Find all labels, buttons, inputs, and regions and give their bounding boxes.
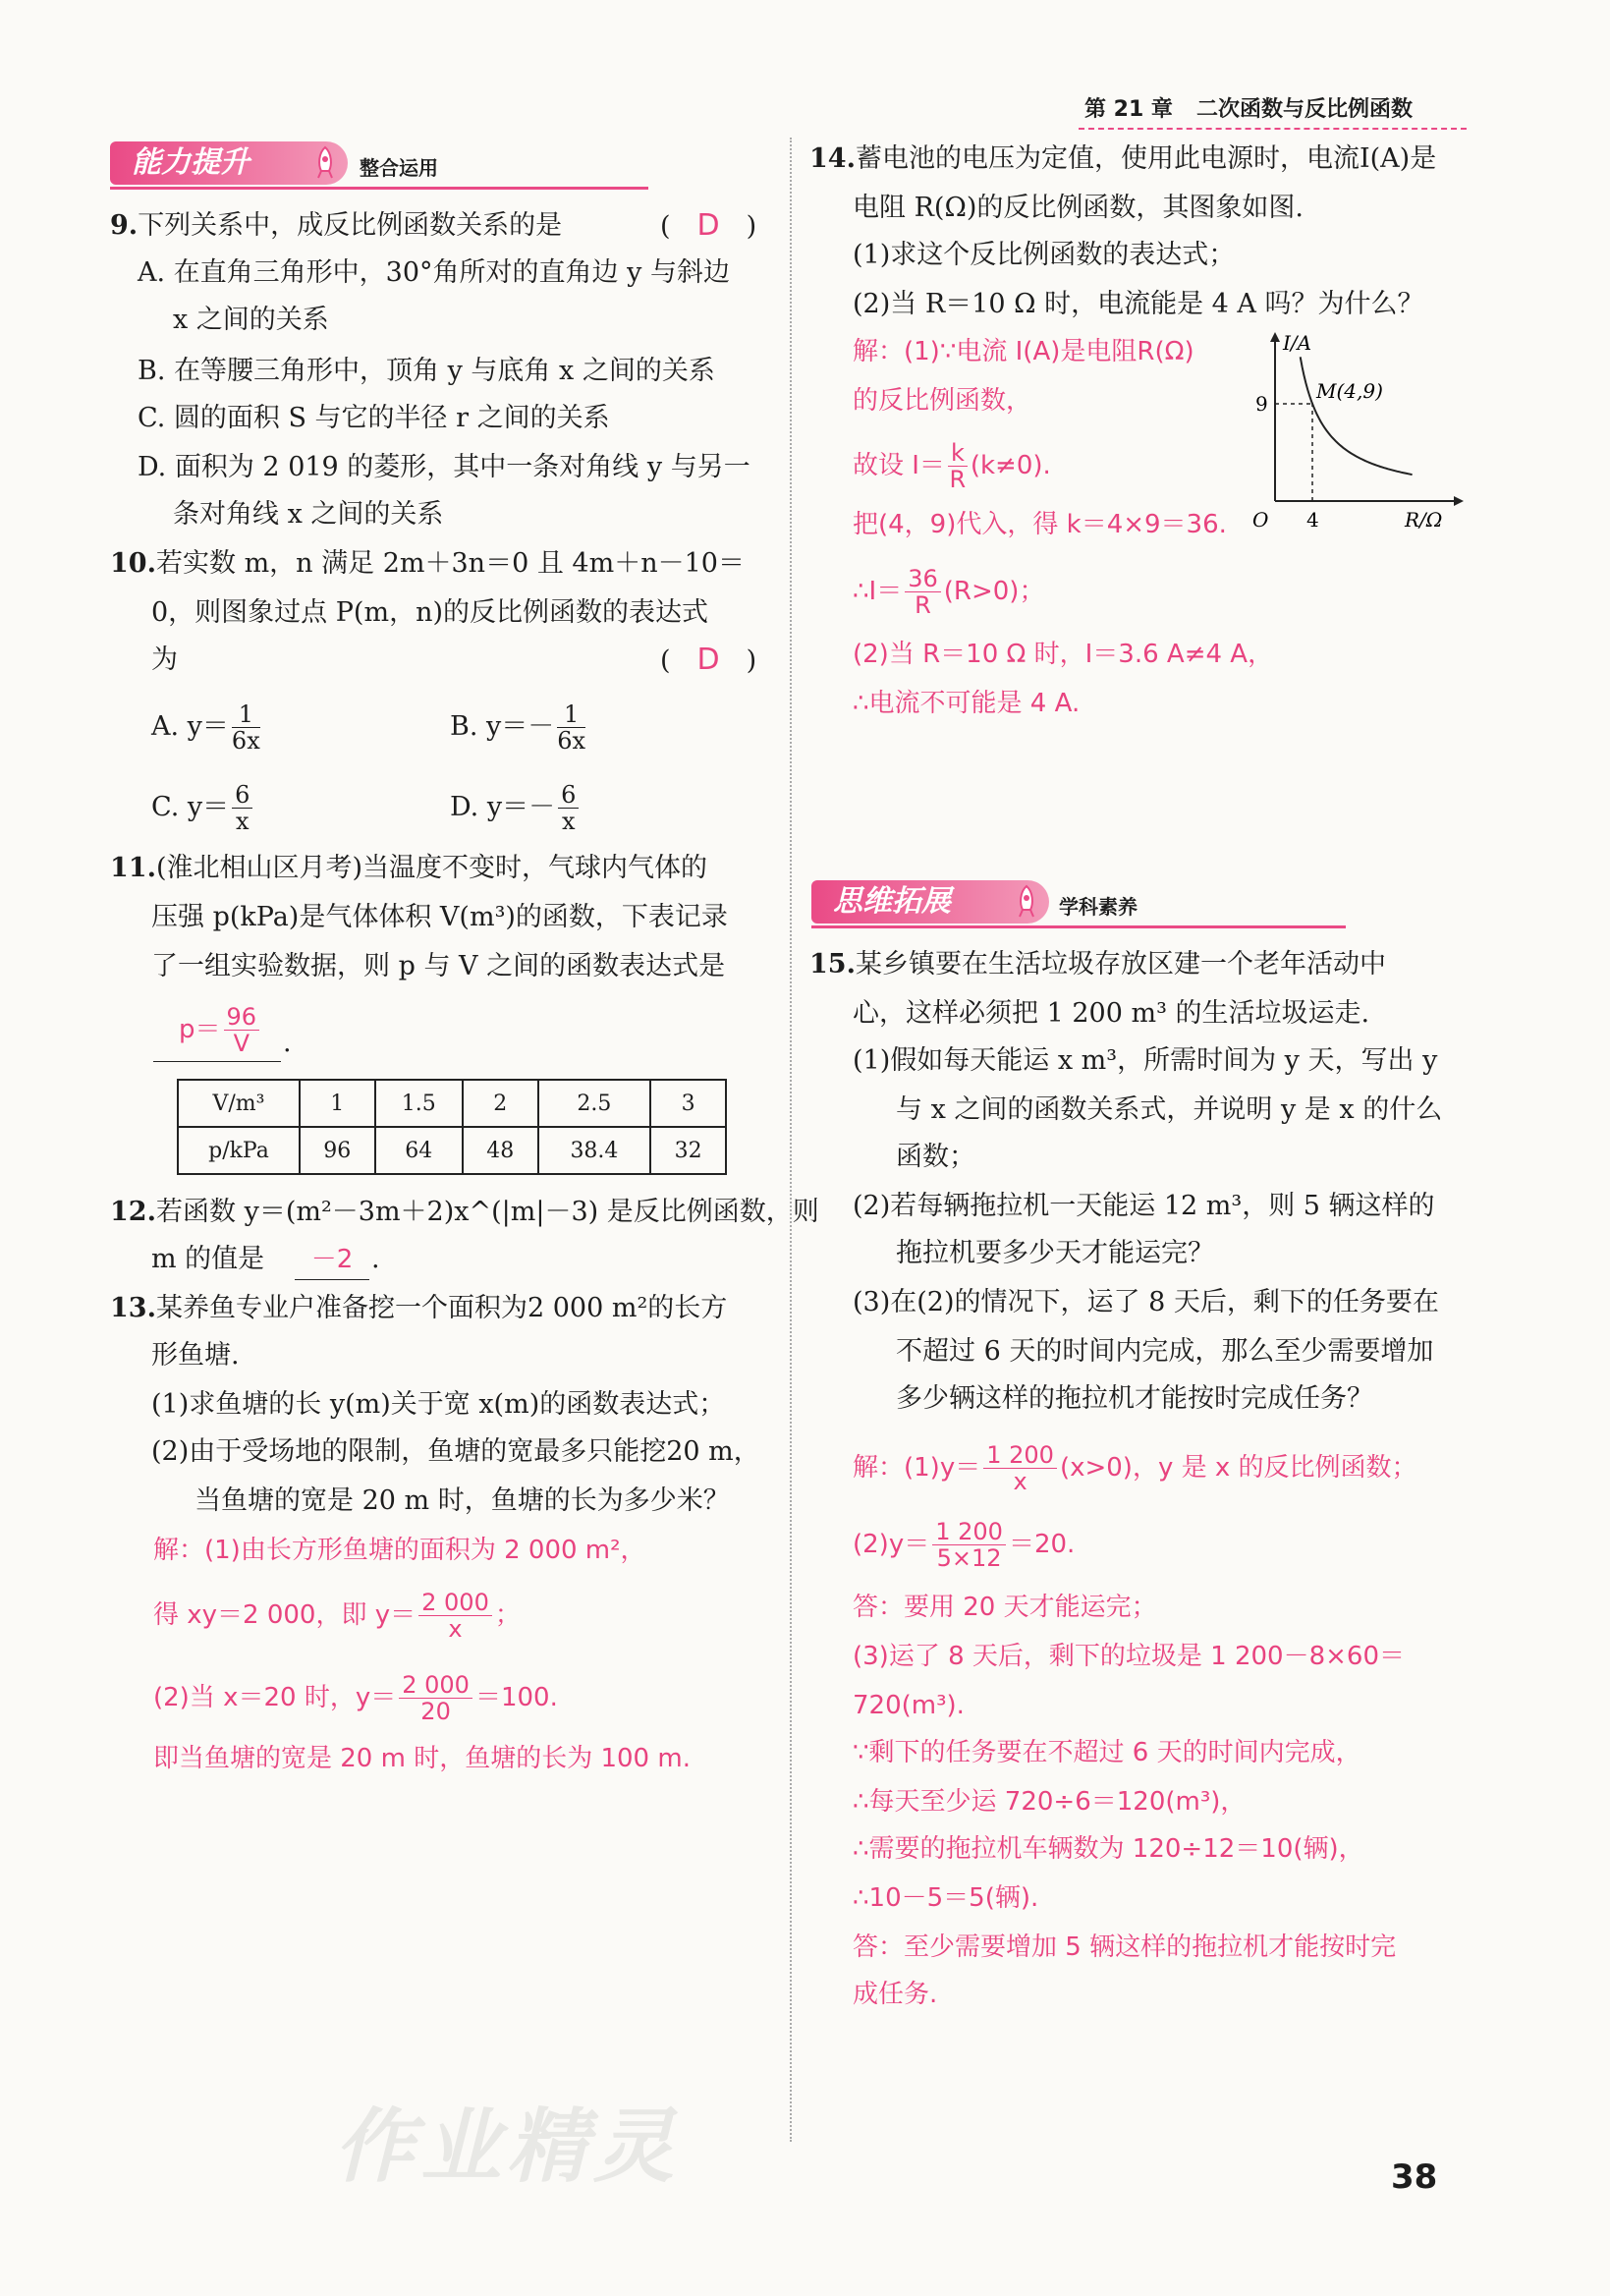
q14-part2: (2)当 R＝10 Ω 时，电流能是 4 A 吗？为什么？	[853, 289, 1424, 319]
q15-solution-2: (2)y＝ $\frac{1 200}{5\times 12}$ ＝20.	[853, 1518, 1076, 1572]
q15-solution-9: ∴10－5＝5(辆).	[853, 1883, 1039, 1913]
origin-label: O	[1252, 508, 1269, 531]
q11-period: .	[283, 1028, 292, 1058]
q10-line3: 为	[151, 644, 178, 675]
q14-solution-6: (2)当 R＝10 Ω 时，I＝3.6 A≠4 A，	[853, 640, 1274, 669]
q10-line2: 0，则图象过点 P(m，n)的反比例函数的表达式	[151, 597, 708, 628]
q13-line2: 形鱼塘.	[151, 1340, 240, 1371]
q11-answer: p＝ $\frac{96}{V}$	[179, 1004, 262, 1056]
question-12: 12.若函数 y＝(m²－3m＋2)x^(|m|－3) 是反比例函数，则	[110, 1197, 819, 1227]
q9-option-a-cont: x 之间的关系	[173, 305, 329, 335]
q14-part1: (1)求这个反比例函数的表达式；	[853, 240, 1236, 270]
q11-line2: 压强 p(kPa)是气体体积 V(m³)的函数，下表记录	[151, 902, 728, 932]
q9-option-b: B. 在等腰三角形中，顶角 y 与底角 x 之间的关系	[138, 356, 715, 386]
q14-solution-7: ∴电流不可能是 4 A.	[853, 689, 1081, 718]
table-cell: V/m³	[178, 1080, 300, 1127]
table-cell: 64	[375, 1127, 463, 1174]
chapter-title: 二次函数与反比例函数	[1196, 97, 1414, 122]
q13-solution-2: 得 xy＝2 000，即 y＝ $\frac{2 000}{x}$ ；	[153, 1589, 521, 1643]
table-cell: 1.5	[375, 1080, 463, 1127]
table-cell: 38.4	[538, 1127, 651, 1174]
inverse-curve	[1301, 357, 1413, 475]
rocket-icon	[1014, 884, 1039, 920]
table-cell: p/kPa	[178, 1127, 300, 1174]
q15-part1-cont: 与 x 之间的函数关系式，并说明 y 是 x 的什么	[896, 1094, 1443, 1125]
q10-option-a: A. y＝ $\frac{1}{6x}$	[151, 700, 260, 755]
q15-solution-10: 答：至少需要增加 5 辆这样的拖拉机才能按时完	[853, 1932, 1397, 1962]
question-15: 15.某乡镇要在生活垃圾存放区建一个老年活动中	[809, 949, 1386, 980]
q15-solution-11: 成任务.	[853, 1980, 938, 2009]
y-tick-label: 9	[1255, 392, 1268, 416]
x-axis-arrow	[1454, 496, 1464, 506]
q15-solution-8: ∴需要的拖拉机车辆数为 120÷12＝10(辆)，	[853, 1834, 1364, 1864]
question-13: 13.某养鱼专业户准备挖一个面积为2 000 m²的长方	[110, 1293, 728, 1323]
question-10: 10.若实数 m，n 满足 2m＋3n＝0 且 4m＋n－10＝	[110, 548, 745, 579]
header-rule	[1079, 128, 1467, 130]
q14-solution-2: 的反比例函数，	[853, 386, 1032, 416]
q14-solution-4: 把(4，9)代入，得 k＝4×9＝36.	[853, 510, 1227, 539]
q9-option-c: C. 圆的面积 S 与它的半径 r 之间的关系	[138, 403, 610, 433]
q9-option-d-cont: 条对角线 x 之间的关系	[173, 499, 444, 530]
q11-answer-blank	[153, 1061, 281, 1062]
q15-part2: (2)若每辆拖拉机一天能运 12 m³，则 5 辆这样的	[853, 1191, 1435, 1221]
rocket-icon	[312, 145, 338, 181]
table-cell: 96	[300, 1127, 375, 1174]
question-14: 14.蓄电池的电压为定值，使用此电源时，电流I(A)是	[809, 143, 1437, 174]
section-banner-thinking: 思维拓展	[811, 880, 1049, 924]
q15-part1: (1)假如每天能运 x m³，所需时间为 y 天，写出 y	[853, 1045, 1438, 1076]
q13-solution-3: (2)当 x＝20 时，y＝ $\frac{2 000}{20}$ ＝100.	[153, 1671, 558, 1725]
q12-answer: －2	[295, 1240, 369, 1280]
q10-option-c: C. y＝ $\frac{6}{x}$	[151, 782, 255, 834]
x-axis-label: R/Ω	[1405, 508, 1443, 531]
section-underline	[110, 187, 648, 190]
x-tick-label: 4	[1306, 508, 1319, 531]
q9-option-d: D. 面积为 2 019 的菱形，其中一条对角线 y 与另一	[138, 452, 750, 482]
q15-part3: (3)在(2)的情况下，运了 8 天后，剩下的任务要在	[853, 1287, 1439, 1317]
table-cell: 2.5	[538, 1080, 651, 1127]
q15-part3-cont: 不超过 6 天的时间内完成，那么至少需要增加	[896, 1336, 1434, 1367]
table-cell: 32	[650, 1127, 726, 1174]
y-axis-label: I/A	[1283, 331, 1312, 355]
question-11: 11.(淮北相山区月考)当温度不变时，气球内气体的	[110, 853, 708, 883]
q11-line3: 了一组实验数据，则 p 与 V 之间的函数表达式是	[151, 951, 726, 981]
q14-line2: 电阻 R(Ω)的反比例函数，其图象如图.	[853, 193, 1304, 223]
table-row	[178, 1080, 726, 1127]
page-number: 38	[1391, 2157, 1438, 2197]
q14-solution-5: ∴I＝ $\frac{36}{R}$ (R>0)；	[853, 565, 1045, 619]
q9-option-a: A. 在直角三角形中，30°角所对的直角边 y 与斜边	[138, 257, 730, 288]
q13-part2-cont: 当鱼塘的宽是 20 m 时，鱼塘的长为多少米？	[194, 1485, 730, 1516]
q13-part1: (1)求鱼塘的长 y(m)关于宽 x(m)的函数表达式；	[151, 1389, 726, 1420]
q15-solution-1: 解：(1)y＝ $\frac{1 200}{x}$ (x>0)，y 是 x 的反比例函数；	[853, 1441, 1417, 1495]
q14-solution-3: 故设 I＝ $\frac{k}{R}$ (k≠0).	[853, 439, 1051, 493]
q15-solution-4: (3)运了 8 天后，剩下的垃圾是 1 200－8×60＝	[853, 1642, 1406, 1671]
q15-line2: 心，这样必须把 1 200 m³ 的生活垃圾运走.	[853, 998, 1370, 1029]
q10-option-d: D. y＝－ $\frac{6}{x}$	[450, 782, 582, 834]
watermark-logo: 作业精灵	[334, 2100, 680, 2194]
point-label: M(4,9)	[1316, 379, 1383, 403]
section-underline	[811, 925, 1346, 928]
q10-answer-bracket: ( D )	[660, 643, 757, 677]
q12-line2: m 的值是	[151, 1244, 265, 1274]
q13-solution-4: 即当鱼塘的宽是 20 m 时，鱼塘的长为 100 m.	[153, 1744, 691, 1773]
q11-data-table	[177, 1079, 727, 1175]
q15-solution-5: 720(m³).	[853, 1691, 965, 1720]
q15-solution-6: ∵剩下的任务要在不超过 6 天的时间内完成，	[853, 1738, 1361, 1767]
table-row	[178, 1127, 726, 1174]
table-cell: 1	[300, 1080, 375, 1127]
section-subtitle-ability: 整合运用	[360, 156, 438, 180]
y-axis-arrow	[1270, 332, 1280, 342]
question-9: 9.下列关系中，成反比例函数关系的是	[110, 210, 563, 241]
q15-part3-cont2: 多少辆这样的拖拉机才能按时完成任务？	[896, 1383, 1373, 1414]
section-banner-ability: 能力提升	[110, 141, 348, 185]
column-divider	[790, 138, 792, 2142]
q14-solution-1: 解：(1)∵电流 I(A)是电阻R(Ω)	[853, 337, 1194, 366]
section-subtitle-thinking: 学科素养	[1059, 895, 1138, 919]
q9-answer-bracket: ( D )	[660, 208, 757, 243]
q15-part2-cont: 拖拉机要多少天才能运完？	[896, 1238, 1214, 1268]
table-cell: 48	[463, 1127, 538, 1174]
q15-solution-7: ∴每天至少运 720÷6＝120(m³)，	[853, 1787, 1247, 1817]
q13-part2: (2)由于受场地的限制，鱼塘的宽最多只能挖20 m，	[151, 1436, 760, 1467]
q15-solution-3: 答：要用 20 天才能运完；	[853, 1593, 1157, 1622]
q15-part1-cont2: 函数；	[896, 1142, 975, 1172]
chapter-label: 第 21 章	[1084, 97, 1173, 122]
q12-period: .	[371, 1244, 380, 1274]
q13-solution-1: 解：(1)由长方形鱼塘的面积为 2 000 m²，	[153, 1536, 646, 1565]
q14-graph	[1248, 324, 1470, 531]
q10-option-b: B. y＝－ $\frac{1}{6x}$	[450, 700, 586, 755]
table-cell: 3	[650, 1080, 726, 1127]
table-cell: 2	[463, 1080, 538, 1127]
